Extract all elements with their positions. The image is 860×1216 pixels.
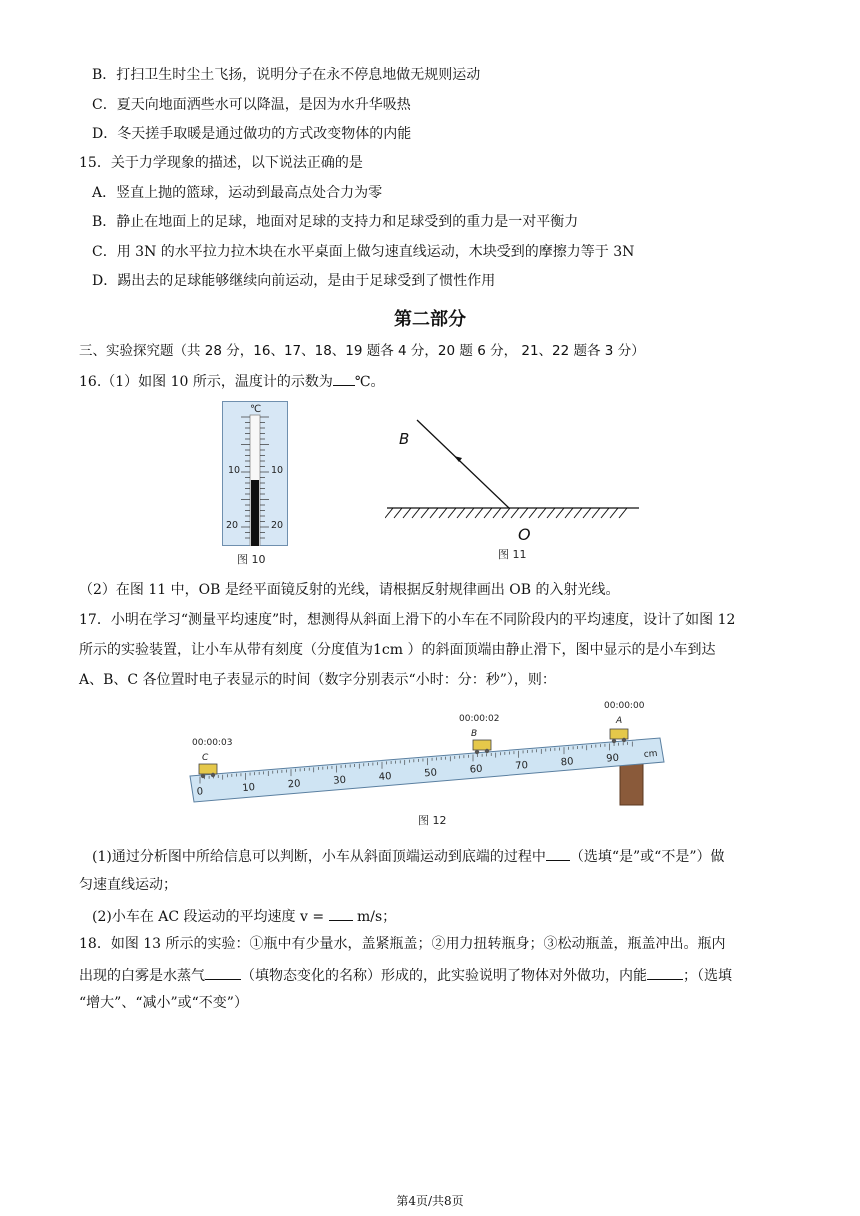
q18-line-2-b: （填物态变化的名称）形成的，此实验说明了物体对外做功，内能 — [241, 968, 647, 984]
ruler-tick-label: 80 — [560, 756, 574, 769]
thermometer-label-20-right: 20 — [271, 520, 284, 531]
ruler-tick-label: 60 — [469, 763, 483, 776]
q17-sub2 — [92, 905, 396, 927]
thermometer-unit: ℃ — [250, 404, 262, 415]
q15-option-c: C．用 3N 的水平拉力拉木块在水平桌面上做匀速直线运动，木块受到的摩擦力等于 3N — [92, 244, 635, 260]
q18-line-1: 18．如图 13 所示的实验：①瓶中有少量水，盖紧瓶盖；②用力扭转瓶身；③松动瓶盖，瓶盖冲出。瓶内 — [79, 936, 726, 952]
fig11-caption: 图 11 — [498, 548, 527, 561]
thermometer-label-20-left: 20 — [226, 520, 239, 531]
q17-line-2: 所示的实验装置，让小车从带有刻度（分度值为1cm ）的斜面顶端由静止滑下，图中显示的是小车到达 — [79, 642, 716, 658]
q17-sub1-blank[interactable] — [546, 845, 570, 861]
fig10-caption: 图 10 — [237, 553, 266, 566]
q15-stem: 15．关于力学现象的描述，以下说法正确的是 — [79, 155, 363, 171]
q15-option-a: A．竖直上抛的篮球，运动到最高点处合力为零 — [92, 185, 383, 201]
ruler-tick-label: 70 — [514, 759, 529, 772]
q16-answer-blank[interactable] — [333, 370, 355, 386]
q15-option-d: D．踢出去的足球能够继续向前运动，是由于足球受到了惯性作用 — [92, 273, 496, 289]
position-b-label: B — [471, 729, 478, 739]
q18-blank-1[interactable] — [205, 964, 241, 980]
q16-part1 — [79, 370, 385, 392]
q16-part2: （2）在图 11 中，OB 是经平面镜反射的光线，请根据反射规律画出 OB 的入射光线。 — [79, 582, 620, 598]
ruler-tick-label: 20 — [287, 778, 301, 791]
ruler-tick-label: 0 — [196, 786, 204, 798]
q15-option-b: B．静止在地面上的足球，地面对足球的支持力和足球受到的重力是一对平衡力 — [92, 214, 579, 230]
q16-part1-text: 16.（1）如图 10 所示，温度计的示数为 — [79, 374, 333, 390]
ruler-tick-label: 90 — [605, 752, 620, 765]
position-a-label: A — [616, 716, 623, 726]
q14-option-c: C．夏天向地面洒些水可以降温，是因为水升华吸热 — [92, 97, 411, 113]
ruler-tick-label: 10 — [241, 782, 256, 795]
timer-c: 00:00:03 — [192, 738, 233, 748]
thermometer-figure — [222, 401, 288, 546]
q17-sub2-unit: m/s； — [357, 909, 397, 925]
q17-sub1-options: （选填“是”或“不是”）做 — [569, 849, 725, 865]
cart-a — [610, 729, 628, 739]
fig12-caption: 图 12 — [418, 814, 447, 827]
ruler-tick-label: 30 — [332, 774, 347, 787]
ruler-tick-label: 50 — [423, 767, 438, 780]
ruler-tick-label: 40 — [378, 771, 392, 784]
section-3-header: 三、实验探究题（共 28 分，16、17、18、19 题各 4 分，20 题 6 分， 21、22 题各 3 分） — [79, 343, 645, 359]
mirror-figure — [385, 412, 643, 544]
ruler-unit: cm — [643, 748, 658, 760]
timer-a: 00:00:00 — [604, 701, 645, 711]
q17-sub1 — [92, 845, 724, 867]
cart-c — [199, 764, 217, 774]
reflected-ray-ob — [417, 420, 509, 508]
timer-b: 00:00:02 — [459, 714, 500, 724]
cart-b — [473, 740, 491, 750]
incline-figure — [186, 692, 676, 810]
part-title: 第二部分 — [394, 309, 466, 330]
q18-line-2-a: 出现的白雾是水蒸气 — [79, 968, 205, 984]
q18-line-2-c: ；（选填 — [683, 968, 732, 984]
page-number: 第4页/共8页 — [396, 1194, 464, 1208]
thermometer-label-10-right: 10 — [271, 465, 284, 476]
q17-line-1: 17．小明在学习“测量平均速度”时，想测得从斜面上滑下的小车在不同阶段内的平均速度，设计了如图 12 — [79, 612, 736, 628]
thermometer-label-10-left: 10 — [228, 465, 241, 476]
position-c-label: C — [202, 753, 209, 763]
q17-sub2-blank[interactable] — [329, 905, 353, 921]
q17-line-3: A、B、C 各位置时电子表显示的时间（数字分别表示“小时：分：秒”），则： — [79, 672, 556, 688]
q16-part1-unit: ℃。 — [354, 374, 385, 390]
q17-sub1-cont: 匀速直线运动； — [79, 877, 177, 893]
q18-line-3: “增大”、“减小”或“不变”） — [79, 995, 248, 1011]
q18-line-2 — [79, 964, 732, 986]
q18-blank-2[interactable] — [647, 964, 683, 980]
point-b-label: B — [399, 430, 410, 448]
q14-option-d: D．冬天搓手取暖是通过做功的方式改变物体的内能 — [92, 126, 412, 142]
q17-sub2-text: (2)小车在 AC 段运动的平均速度 v = — [92, 909, 325, 925]
point-o-label: O — [518, 525, 531, 544]
q14-option-b: B．打扫卫生时尘土飞扬，说明分子在永不停息地做无规则运动 — [92, 67, 481, 83]
q17-sub1-text: (1)通过分析图中所给信息可以判断，小车从斜面顶端运动到底端的过程中 — [92, 849, 546, 865]
